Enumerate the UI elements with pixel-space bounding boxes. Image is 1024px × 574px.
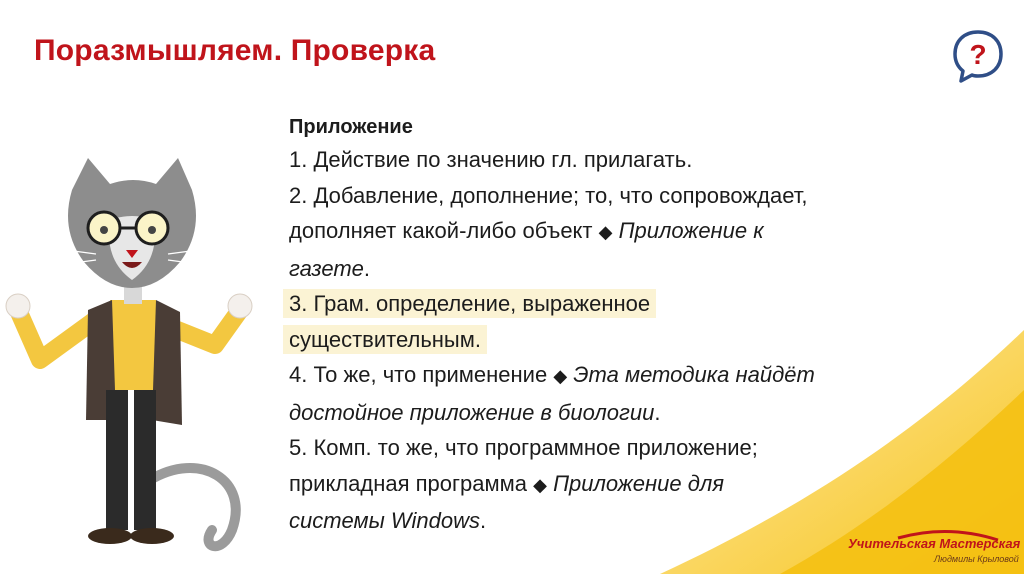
definition-line: системы Windows. xyxy=(289,508,487,533)
definition-line: 1. Действие по значению гл. прилагать. xyxy=(289,147,693,172)
definition-heading: Приложение xyxy=(289,116,413,138)
definition-line: достойное приложение в биологии. xyxy=(289,399,661,425)
definition-line: дополняет какой-либо объект ◆ Приложение к xyxy=(289,218,764,243)
help-question-glyph: ? xyxy=(969,39,987,70)
help-question-icon[interactable] xyxy=(950,28,1006,84)
usage-example: Приложение для xyxy=(553,470,725,496)
brand-logo xyxy=(838,526,1021,570)
definition-line: 4. То же, что применение ◆ Эта методика найдёт xyxy=(289,362,815,387)
definition-line-highlighted: 3. Грам. определение, выраженное xyxy=(283,286,979,322)
definition-line: 2. Добавление, дополнение; то, что сопровождает, xyxy=(289,182,808,208)
cat-teacher-illustration xyxy=(0,150,270,570)
definition-line-highlighted: существительным. xyxy=(283,322,979,358)
usage-example: Эта методика найдёт xyxy=(573,362,815,387)
usage-example: системы Windows xyxy=(289,508,480,533)
diamond-marker-icon: ◆ xyxy=(533,474,547,495)
definition-line: газете. xyxy=(289,255,371,281)
definition-block xyxy=(289,112,979,539)
diamond-marker-icon: ◆ xyxy=(598,222,613,242)
slide-title: Поразмышляем. Проверка xyxy=(34,34,436,67)
usage-example: достойное приложение в биологии xyxy=(289,399,655,425)
diamond-marker-icon: ◆ xyxy=(553,366,568,386)
definition-line: прикладная программа ◆ Приложение для xyxy=(289,470,725,496)
usage-example: Приложение к xyxy=(618,218,764,243)
brand-subtitle: Людмилы Крыловой xyxy=(934,554,1019,564)
usage-example: газете xyxy=(289,255,364,281)
definition-line: 5. Комп. то же, что программное приложение; xyxy=(289,435,758,460)
brand-name: Учительская Мастерская xyxy=(848,536,1021,551)
